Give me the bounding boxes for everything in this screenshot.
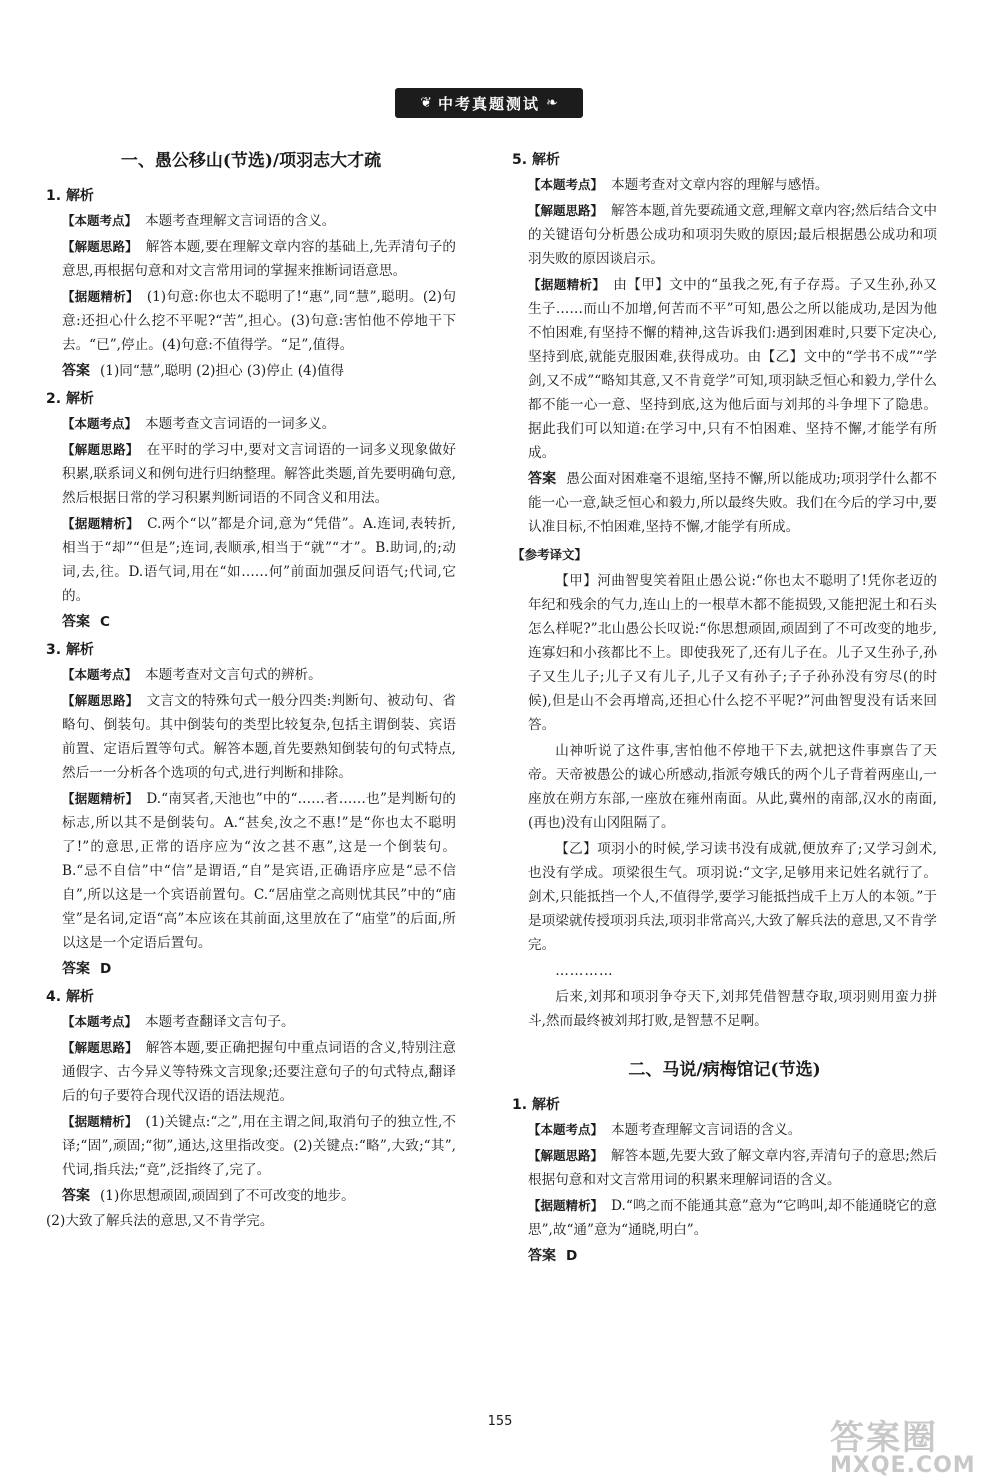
kaodian-paragraph: 【本题考点】 本题考查理解文言词语的含义。: [62, 213, 336, 229]
jingxi-paragraph: 【据题精析】 (1)句意:你也太不聪明了!“惠”,同“慧”,聪明。(2)句意:还担心什么挖不平呢?“苦”,担心。(3)句意:害怕他不停地干下去。“已”,停止。(4)句意:不值得学。“足”,值得。: [62, 289, 456, 353]
section-title: 一、愚公移山(节选)/项羽志大才疏: [120, 151, 382, 171]
watermark-logo: [830, 1410, 976, 1478]
left-column: [46, 148, 456, 1237]
answer-line: 答案 (1)同“慧”,聪明 (2)担心 (3)停止 (4)值得: [62, 363, 345, 379]
section-title: 二、马说/病梅馆记(节选): [628, 1060, 821, 1080]
translation-ellipsis: …………: [555, 963, 614, 979]
kaodian-paragraph: 【本题考点】 本题考查对文章内容的理解与感悟。: [528, 177, 829, 193]
silu-paragraph: 【解题思路】 解答本题,要在理解文章内容的基础上,先弄清句子的意思,再根据句意和对文言常用词的掌握来推断词语意思。: [62, 239, 456, 279]
question-heading: 4. 解析: [46, 989, 94, 1005]
banner-title: 中考真题测试: [437, 94, 540, 113]
translation-paragraph: 后来,刘邦和项羽争夺天下,刘邦凭借智慧夺取,项羽则用蛮力拼斗,然而最终被刘邦打败,是智慧不足啊。: [528, 989, 937, 1029]
question-heading: 2. 解析: [46, 391, 94, 407]
silu-paragraph: 【解题思路】 在平时的学习中,要对文言词语的一词多义现象做好积累,联系词义和例句进行归纳整理。解答此类题,首先要明确句意,然后根据日常的学习积累判断词语的不同含义和用法。: [62, 442, 456, 506]
answer-paragraph: 答案 愚公面对困难毫不退缩,坚持不懈,所以能成功;项羽学什么都不能一心一意,缺乏恒心和毅力,所以最终失败。我们在今后的学习中,要认准目标,不怕困难,坚持不懈,才能学有所成。: [528, 471, 937, 535]
translation-paragraph: 山神听说了这件事,害怕他不停地干下去,就把这件事禀告了天帝。天帝被愚公的诚心所感动,指派夸娥氏的两个儿子背着两座山,一座放在朔方东部,一座放在雍州南面。从此,冀州的南部,汉水的南面,(再也)没有山冈阻隔了。: [528, 743, 937, 831]
silu-paragraph: 【解题思路】 解答本题,先要大致了解文章内容,弄清句子的意思;然后根据句意和对文言常用词的积累来理解词语的含义。: [528, 1148, 937, 1188]
jingxi-paragraph: 【据题精析】 D.“南冥者,天池也”中的“……者……也”是判断句的标志,所以其不是倒装句。A.“甚矣,汝之不惠!”是“你也太不聪明了!”的意思,正常的语序应为“汝之甚不惠”,这是一个倒装句。B.“忌不自信”中“信”是谓语,“自”是宾语,正确语序应是“忌不信自”,所以这是一个宾语前置句。C.“居庙堂之高则忧其民”中的“庙堂”是名词,定语“高”本应该在其前面,这里放在了“庙堂”的后面,所以这是一个定语后置句。: [62, 791, 456, 951]
kaodian-paragraph: 【本题考点】 本题考查翻译文言句子。: [62, 1014, 295, 1030]
jingxi-paragraph: 【据题精析】 (1)关键点:“之”,用在主谓之间,取消句子的独立性,不译;“固”,顽固;“彻”,通达,这里指改变。(2)关键点:“略”,大致;“其”,代词,指兵法;“竟”,泛指终了,完了。: [62, 1114, 456, 1178]
jingxi-paragraph: 【据题精析】 D.“鸣之而不能通其意”意为“它鸣叫,却不能通晓它的意思”,故“通”意为“通晓,明白”。: [528, 1198, 937, 1238]
answer-line-2: (2)大致了解兵法的意思,又不肯学完。: [46, 1213, 274, 1229]
question-heading: 1. 解析: [512, 1097, 560, 1113]
answer-line: 答案 C: [62, 614, 110, 630]
jingxi-paragraph: 【据题精析】 由【甲】文中的“虽我之死,有子存焉。子又生孙,孙又生子……而山不加增,何苦而不平”可知,愚公之所以能成功,是因为他不怕困难,有坚持不懈的精神,这告诉我们:遇到困难时,只要下定决心,坚持到底,就能克服困难,获得成功。由【乙】文中的“学书不成”“学剑,又不成”“略知其意,又不肯竟学”可知,项羽缺乏恒心和毅力,学什么都不能一心一意、坚持到底,这为他后面与刘邦的斗争埋下了隐患。据此我们可以知道:在学习中,只有不怕困难、坚持不懈,才能学有所成。: [528, 277, 937, 461]
answer-line: 答案 (1)你思想顽固,顽固到了不可改变的地步。: [62, 1188, 355, 1204]
silu-paragraph: 【解题思路】 文言文的特殊句式一般分四类:判断句、被动句、省略句、倒装句。其中倒装句的类型比较复杂,包括主谓倒装、宾语前置、定语后置等句式。解答本题,首先要熟知倒装句的句式特点,然后一一分析各个选项的句式,进行判断和排除。: [62, 693, 456, 781]
question-heading: 3. 解析: [46, 642, 94, 658]
kaodian-paragraph: 【本题考点】 本题考查理解文言词语的含义。: [528, 1122, 802, 1138]
question-heading: 1. 解析: [46, 188, 94, 204]
kaodian-paragraph: 【本题考点】 本题考查文言词语的一词多义。: [62, 416, 336, 432]
section-banner: [395, 88, 583, 118]
translation-paragraph: 【乙】项羽小的时候,学习读书没有成就,便放弃了;又学习剑术,也没有学成。项梁很生气。项羽说:“文字,足够用来记姓名就行了。剑术,只能抵挡一个人,不值得学,要学习能抵挡成千上万人的本领。”于是项梁就传授项羽兵法,项羽非常高兴,大致了解兵法的意思,又不肯学完。: [528, 841, 937, 953]
answer-line: 答案 D: [528, 1248, 578, 1264]
watermark-text: 答案圈: [830, 1418, 938, 1458]
silu-paragraph: 【解题思路】 解答本题,要正确把握句中重点词语的含义,特别注意通假字、古今异义等特殊文言现象;还要注意句子的句式特点,翻译后的句子要符合现代汉语的语法规范。: [62, 1040, 456, 1104]
swirl-ornament-left-icon: ❦: [420, 95, 432, 111]
reference-heading: 【参考译文】: [512, 547, 588, 562]
silu-paragraph: 【解题思路】 解答本题,首先要疏通文意,理解文章内容;然后结合文中的关键语句分析愚公成功和项羽失败的原因;最后根据愚公成功和项羽失败的原因谈启示。: [528, 203, 937, 267]
page-number: 155: [487, 1414, 513, 1429]
jingxi-paragraph: 【据题精析】 C.两个“以”都是介词,意为“凭借”。A.连词,表转折,相当于“却”“但是”;连词,表顺承,相当于“就”“才”。B.助词,的;动词,去,往。D.语气词,用在“如……何”前面加强反问语气;代词,它的。: [62, 516, 456, 604]
translation-paragraph: 【甲】河曲智叟笑着阻止愚公说:“你也太不聪明了!凭你老迈的年纪和残余的气力,连山上的一根草木都不能损毁,又能把泥土和石头怎么样呢?”北山愚公长叹说:“你思想顽固,顽固到了不可改变的地步,连寡妇和小孩都比不上。即使我死了,还有儿子在。儿子又生孙子,孙子又生儿子;儿子又有儿子,儿子又有孙子;子子孙孙没有穷尽(的时候),但是山不会再增高,还担心什么挖不平呢?”河曲智叟没有话来回答。: [528, 573, 937, 733]
right-column: [512, 148, 937, 1272]
question-heading: 5. 解析: [512, 152, 560, 168]
watermark-url: MXQE.COM: [830, 1453, 976, 1478]
kaodian-paragraph: 【本题考点】 本题考查对文言句式的辨析。: [62, 667, 322, 683]
answer-line: 答案 D: [62, 961, 112, 977]
swirl-ornament-right-icon: ❧: [546, 95, 558, 111]
